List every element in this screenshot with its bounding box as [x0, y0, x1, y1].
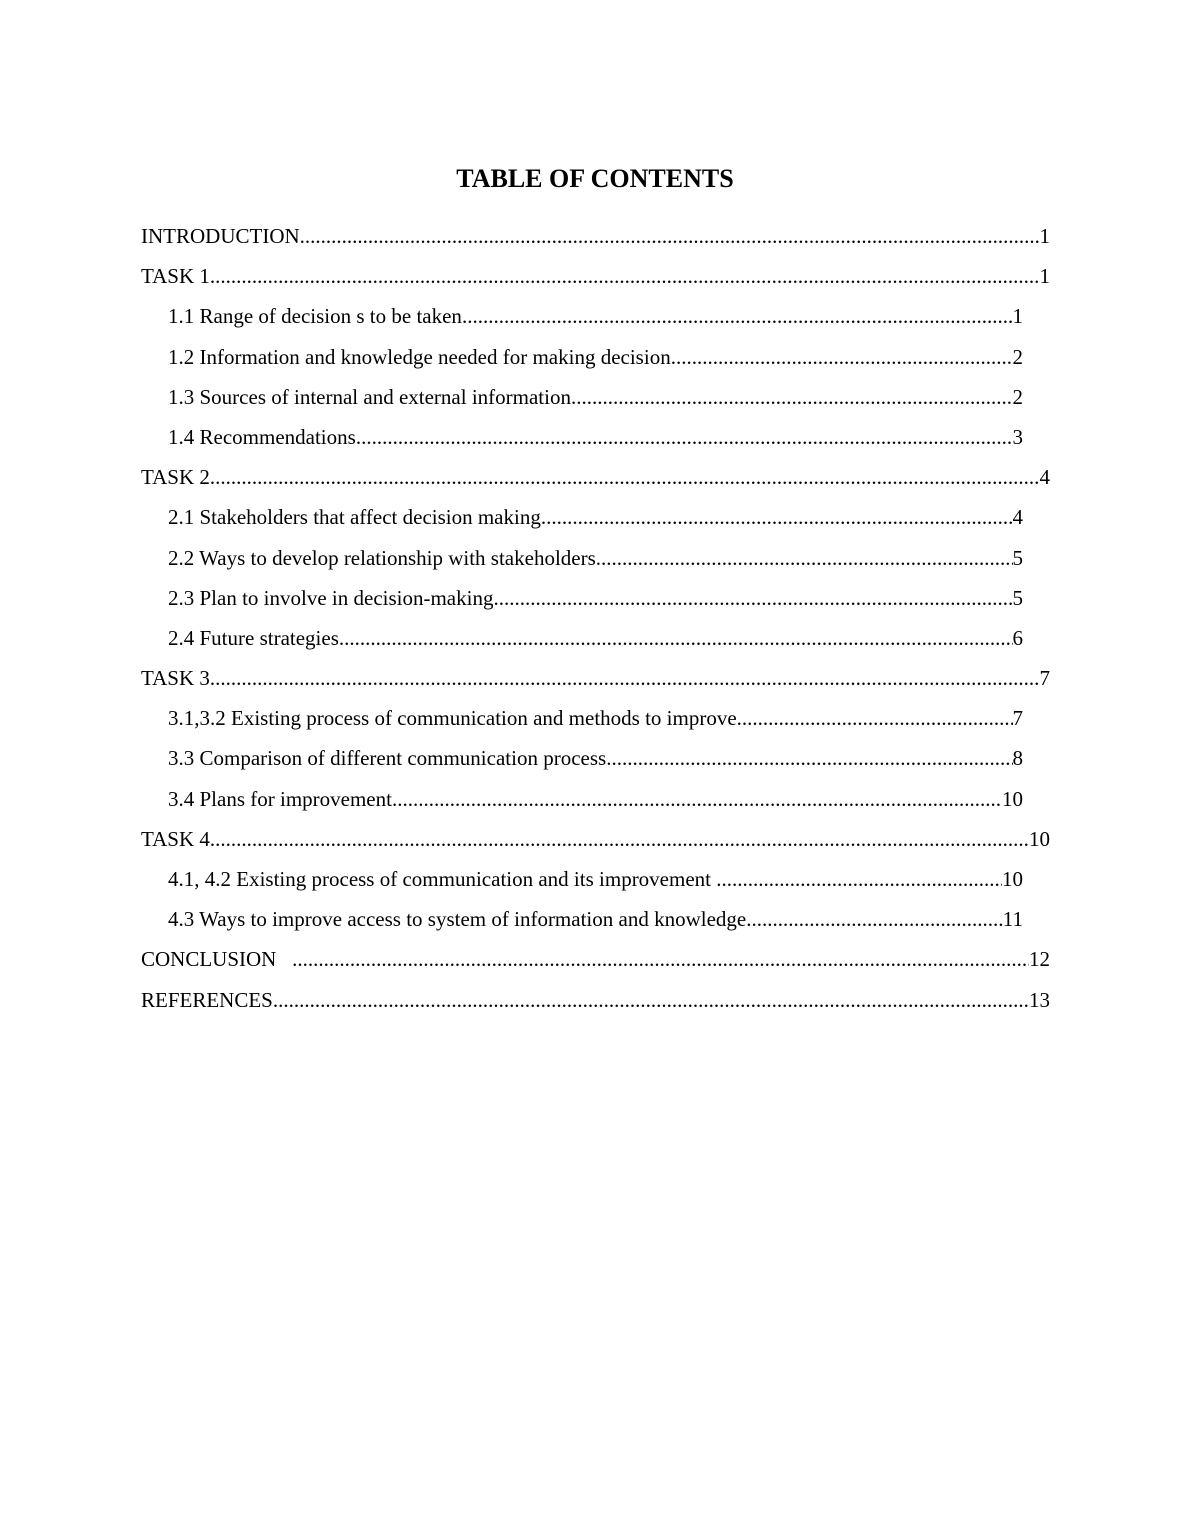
- toc-entry-subheading: [168, 899, 1023, 939]
- toc-dot-leader: [596, 538, 1013, 578]
- toc-entry-link[interactable]: [141, 658, 1050, 698]
- toc-entry-text: 1.2 Information and knowledge needed for making decision: [168, 344, 671, 369]
- toc-dot-leader: [339, 618, 1013, 658]
- toc-dot-leader: [462, 296, 1013, 336]
- toc-entry-link[interactable]: [141, 457, 1050, 497]
- toc-dot-leader: [292, 939, 1029, 979]
- toc-entry-heading: [141, 216, 1050, 256]
- toc-entry-text: 4.3 Ways to improve access to system of information and knowledge: [168, 907, 747, 932]
- toc-entry-subheading: [168, 698, 1023, 738]
- toc-entry-heading: [141, 980, 1050, 1020]
- toc-dot-leader: [606, 738, 1012, 778]
- toc-entry-heading: [141, 256, 1050, 296]
- toc-entry-subheading: [168, 497, 1023, 537]
- toc-title: TABLE OF CONTENTS: [456, 164, 734, 193]
- toc-entry-subheading: [168, 578, 1023, 618]
- toc-dot-leader: [273, 980, 1029, 1020]
- toc-dot-leader: [210, 819, 1029, 859]
- toc-page-number: 4: [1012, 505, 1023, 530]
- toc-page-number: 3: [1012, 424, 1023, 449]
- toc-entry-text: 1.4 Recommendations: [168, 424, 356, 449]
- toc-entry-text: 4.1, 4.2 Existing process of communication and its improvement: [168, 867, 717, 891]
- toc-entry-text: 3.4 Plans for improvement: [168, 786, 392, 811]
- toc-entry-link[interactable]: [141, 216, 1050, 256]
- toc-entry-link[interactable]: [168, 578, 1023, 618]
- toc-entry-text: TASK 1: [141, 264, 210, 289]
- toc-entry-text: TASK 3: [141, 666, 210, 691]
- toc-entry-text: 3.3 Comparison of different communication process: [168, 746, 607, 771]
- toc-entry-link[interactable]: [168, 779, 1023, 819]
- toc-entry-heading: [141, 457, 1050, 497]
- toc-dot-leader: [671, 337, 1013, 377]
- toc-dot-leader: [210, 457, 1040, 497]
- toc-dot-leader: [493, 578, 1012, 618]
- toc-page-number: 13: [1029, 987, 1050, 1012]
- toc-entry-text: INTRODUCTION: [141, 224, 300, 248]
- toc-entry-subheading: [168, 538, 1023, 578]
- toc-entry-text: TASK 2: [141, 465, 210, 490]
- toc-dot-leader: [356, 417, 1013, 457]
- toc-page-number: 5: [1012, 585, 1023, 610]
- toc-page-number: 7: [1012, 706, 1023, 731]
- toc-entry-link[interactable]: [168, 417, 1023, 457]
- toc-list: [0, 216, 1190, 1020]
- toc-entry-subheading: [168, 779, 1023, 819]
- toc-dot-leader: [746, 899, 1003, 939]
- toc-dot-leader: [210, 256, 1040, 296]
- toc-page-number: 1: [1012, 304, 1023, 329]
- toc-entry-heading: [141, 819, 1050, 859]
- toc-entry-text: 3.1,3.2 Existing process of communication and methods to improve: [168, 706, 737, 731]
- toc-dot-leader: [716, 859, 1002, 899]
- toc-page-number: 4: [1039, 465, 1050, 490]
- toc-dot-leader: [541, 497, 1013, 537]
- toc-entry-subheading: [168, 738, 1023, 778]
- toc-entry-link[interactable]: [168, 296, 1023, 336]
- toc-entry-heading: [141, 658, 1050, 698]
- toc-dot-leader: [300, 216, 1040, 256]
- toc-entry-link[interactable]: [168, 618, 1023, 658]
- toc-entry-subheading: [168, 618, 1023, 658]
- toc-dot-leader: [737, 698, 1013, 738]
- toc-entry-link[interactable]: [168, 377, 1023, 417]
- toc-page-number: 2: [1012, 384, 1023, 409]
- toc-page-number: 11: [1002, 907, 1023, 932]
- toc-page-number: 7: [1039, 666, 1050, 691]
- toc-entry-heading: [141, 939, 1050, 979]
- toc-entry-link[interactable]: [168, 738, 1023, 778]
- toc-entry-text: 1.3 Sources of internal and external information: [168, 384, 571, 409]
- toc-entry-text: 2.4 Future strategies: [168, 625, 339, 650]
- toc-page-number: 8: [1012, 746, 1023, 771]
- toc-entry-link[interactable]: [168, 497, 1023, 537]
- toc-dot-leader: [392, 779, 1002, 819]
- toc-entry-subheading: [168, 337, 1023, 377]
- toc-page-number: 1: [1039, 264, 1050, 289]
- toc-entry-text: REFERENCES: [141, 987, 273, 1012]
- toc-entry-link[interactable]: [141, 819, 1050, 859]
- toc-entry-subheading: [168, 417, 1023, 457]
- toc-entry-text: TASK 4: [141, 826, 210, 851]
- toc-page-number: 10: [1029, 826, 1050, 851]
- toc-entry-link[interactable]: [168, 337, 1023, 377]
- toc-page-number: 10: [1002, 867, 1023, 891]
- toc-entry-link[interactable]: [141, 939, 1050, 979]
- toc-entry-link[interactable]: [168, 899, 1023, 939]
- toc-entry-text: 2.3 Plan to involve in decision-making: [168, 585, 494, 610]
- toc-page-number: 5: [1012, 545, 1023, 570]
- toc-entry-subheading: [168, 296, 1023, 336]
- toc-dot-leader: [210, 658, 1040, 698]
- toc-entry-text: CONCLUSION: [141, 947, 293, 972]
- toc-entry-link[interactable]: [141, 256, 1050, 296]
- toc-entry-link[interactable]: [168, 538, 1023, 578]
- toc-page-number: 1: [1039, 224, 1050, 248]
- toc-entry-text: 2.2 Ways to develop relationship with stakeholders: [168, 545, 596, 570]
- toc-page-number: 12: [1029, 947, 1050, 972]
- toc-page-number: 10: [1002, 786, 1023, 811]
- toc-entry-text: 1.1 Range of decision s to be taken: [168, 304, 462, 329]
- toc-entry-link[interactable]: [168, 698, 1023, 738]
- toc-page-number: 2: [1012, 344, 1023, 369]
- toc-entry-link[interactable]: [168, 859, 1023, 899]
- toc-page-number: 6: [1012, 625, 1023, 650]
- toc-entry-subheading: [168, 859, 1023, 899]
- toc-entry-subheading: [168, 377, 1023, 417]
- toc-entry-link[interactable]: [141, 980, 1050, 1020]
- toc-entry-text: 2.1 Stakeholders that affect decision making: [168, 505, 541, 530]
- toc-dot-leader: [571, 377, 1013, 417]
